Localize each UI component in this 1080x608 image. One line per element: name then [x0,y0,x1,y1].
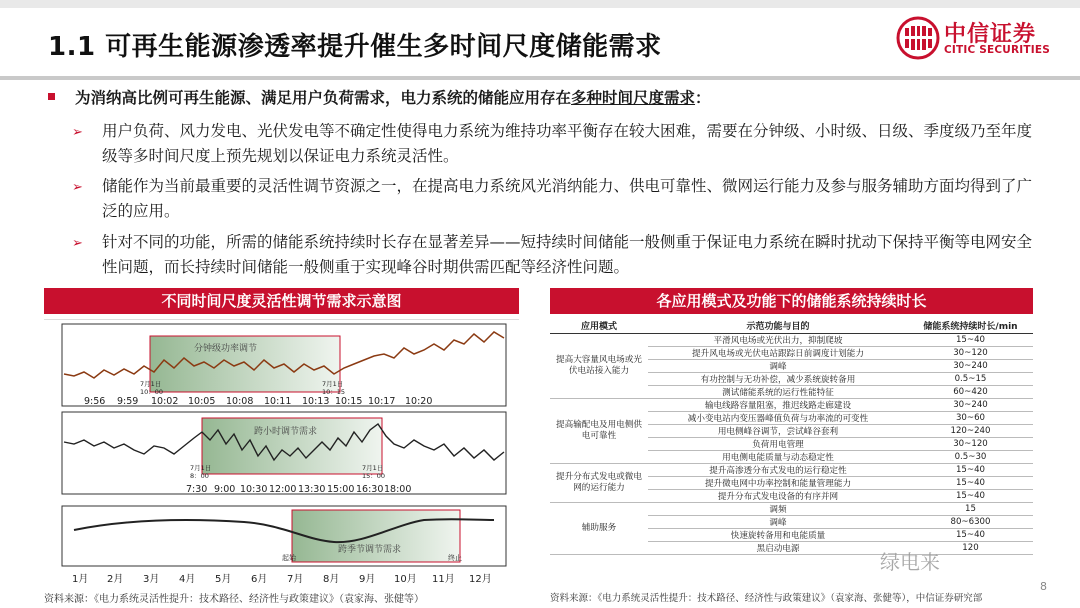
month-tick: 6月 [251,574,268,585]
chart3-start: 起始 [282,554,296,562]
chart1-time-b: 10：15 [322,388,346,396]
month-tick: 9月 [359,574,376,585]
month-tick: 1月 [72,574,89,585]
month-tick: 7月 [287,574,304,585]
duration-cell: 15 [908,502,1033,515]
duration-cell: 30~60 [908,411,1033,424]
function-cell: 提升分布式发电设备的有序并网 [648,489,908,502]
duration-cell: 15~40 [908,463,1033,476]
duration-cell: 60~420 [908,385,1033,398]
chart1-date-b: 7月1日 [322,380,344,388]
arrow-bullet-icon: ➢ [72,236,83,251]
duration-cell: 80~6300 [908,515,1033,528]
chart1-tick: 10:17 [368,396,396,407]
function-cell: 提升微电网中功率控制和能量管理能力 [648,476,908,489]
mode-cell: 辅助服务 [550,502,648,554]
function-cell: 测试储能系统的运行性能特征 [648,385,908,398]
mode-cell: 提升分布式发电或微电网的运行能力 [550,463,648,502]
header-top-bar [0,0,1080,8]
square-bullet-icon [48,93,55,100]
function-cell: 有功控制与无功补偿，减少系统旋转备用 [648,372,908,385]
chart2-tick: 12:00 [269,484,297,495]
chart2-tick: 18:00 [384,484,412,495]
chart2-time-b: 15：00 [362,472,386,480]
duration-cell: 15~40 [908,528,1033,541]
chart1-time-a: 10：00 [140,388,164,396]
month-tick: 4月 [179,574,196,585]
duration-cell: 0.5~15 [908,372,1033,385]
sub-bullet-1 [72,119,1042,169]
arrow-bullet-icon: ➢ [72,125,83,140]
chart2-tick: 13:30 [298,484,326,495]
month-tick: 5月 [215,574,232,585]
arrow-bullet-icon: ➢ [72,180,83,195]
duration-cell: 120~240 [908,424,1033,437]
watermark: 绿电来 [880,550,940,574]
chart2-date-b: 7月1日 [362,464,384,472]
function-cell: 提升风电场或光伏电站跟踪日前调度计划能力 [648,346,908,359]
header [0,0,1080,80]
month-tick: 3月 [143,574,160,585]
chart1-tick: 10:02 [151,396,179,407]
sub-bullet-text: 针对不同的功能，所需的储能系统持续时长存在显著差异——短持续时间储能一般侧重于保证电力系统在瞬时扰动下保持平衡等电网安全性问题，而长持续时间储能一般侧重于实现峰谷时期供需匹配等经济性问题。 [102,233,1033,276]
column-header: 储能系统持续时长/min [908,319,1033,333]
mode-cell: 提高大容量风电场或光伏电站接入能力 [550,333,648,398]
sub-bullet-text: 储能作为当前最重要的灵活性调节资源之一，在提高电力系统风光消纳能力、供电可靠性、微网运行能力及参与服务辅助方面均得到了广泛的应用。 [102,177,1033,220]
chart1-tick: 9:56 [84,396,106,407]
month-tick: 12月 [469,574,492,585]
month-tick: 11月 [432,574,455,585]
function-cell: 减小变电站内变压器峰值负荷与功率流的可变性 [648,411,908,424]
duration-cell: 30~120 [908,437,1033,450]
table-row [550,333,1033,346]
time-scale-diagram [44,319,519,591]
right-panel-heading: 各应用模式及功能下的储能系统持续时长 [550,288,1033,314]
function-cell: 调频 [648,502,908,515]
logo-name: 中信证券 [944,22,1037,47]
duration-cell: 15~40 [908,333,1033,346]
duration-cell: 30~240 [908,398,1033,411]
chart3-end: 终止 [448,554,462,562]
underlined-emphasis: 多种时间尺度需求 [571,89,696,107]
table-row [550,502,1033,515]
logo-subtitle: CITIC SECURITIES [944,44,1051,56]
page-number: 8 [1040,580,1047,593]
chart1-date-a: 7月1日 [140,380,162,388]
sub-bullet-2 [72,174,1042,224]
citic-logo [894,14,1054,66]
month-tick: 2月 [107,574,124,585]
month-tick: 10月 [394,574,417,585]
function-cell: 调峰 [648,515,908,528]
page-title: 1.1 可再生能源渗透率提升催生多时间尺度储能需求 [48,32,662,62]
function-cell: 调峰 [648,359,908,372]
duration-cell: 30~120 [908,346,1033,359]
chart2-tick: 16:30 [356,484,384,495]
chart1-tick: 9:59 [117,396,139,407]
sub-bullet-text: 用户负荷、风力发电、光伏发电等不确定性使得电力系统为维持功率平衡存在较大困难，需要在分钟级、小时级、日级、季度级乃至年度级等多时间尺度上预先规划以保证电力系统灵活性。 [102,122,1033,165]
chart1-tick: 10:05 [188,396,216,407]
sub-bullet-3 [72,230,1042,280]
column-header: 应用模式 [550,319,648,333]
function-cell: 快速旋转备用和电能质量 [648,528,908,541]
main-bullet-text: 为消纳高比例可再生能源、满足用户负荷需求，电力系统的储能应用存在多种时间尺度需求： [75,89,711,107]
function-cell: 用电侧电能质量与动态稳定性 [648,450,908,463]
duration-cell: 30~240 [908,359,1033,372]
chart1-label: 分钟级功率调节 [194,344,258,354]
chart2-tick: 10:30 [240,484,268,495]
citic-emblem-icon [896,16,940,60]
table-row [550,398,1033,411]
chart1-tick: 10:08 [226,396,254,407]
chart2-time-a: 8：00 [190,472,209,480]
duration-cell: 15~40 [908,489,1033,502]
table-header-row [550,319,1033,333]
function-cell: 提升高渗透分布式发电的运行稳定性 [648,463,908,476]
chart2-date-a: 7月1日 [190,464,212,472]
main-bullet [48,86,711,108]
table-row [550,463,1033,476]
diagram-svg [44,320,519,592]
duration-table [550,319,1033,555]
chart2-label: 跨小时调节需求 [254,427,318,437]
function-cell: 用电侧峰谷调节，尝试峰谷套利 [648,424,908,437]
source-left: 资料来源：《电力系统灵活性提升：技术路径、经济性与政策建议》（袁家海、张健等） [44,594,424,605]
duration-cell: 15~40 [908,476,1033,489]
function-cell: 负荷用电管理 [648,437,908,450]
chart1-tick: 10:20 [405,396,433,407]
function-cell: 输电线路容量阻塞，推迟线路走廊建设 [648,398,908,411]
function-cell: 平滑风电场或光伏出力，抑制爬坡 [648,333,908,346]
chart1-tick: 10:15 [335,396,363,407]
column-header: 示范功能与目的 [648,319,908,333]
chart2-tick: 15:00 [327,484,355,495]
header-divider [0,76,1080,80]
chart3-label: 跨季节调节需求 [338,545,402,555]
chart2-tick: 9:00 [214,484,236,495]
chart2-tick: 7:30 [186,484,208,495]
source-right: 资料来源：《电力系统灵活性提升：技术路径、经济性与政策建议》（袁家海、张健等），中信证券研究部 [550,593,983,604]
duration-cell: 120 [908,541,1033,554]
month-tick: 8月 [323,574,340,585]
mode-cell: 提高输配电及用电侧供电可靠性 [550,398,648,463]
chart1-tick: 10:13 [302,396,330,407]
chart1-tick: 10:11 [264,396,292,407]
duration-cell: 0.5~30 [908,450,1033,463]
function-cell: 黑启动电源 [648,541,908,554]
left-panel-heading: 不同时间尺度灵活性调节需求示意图 [44,288,519,314]
